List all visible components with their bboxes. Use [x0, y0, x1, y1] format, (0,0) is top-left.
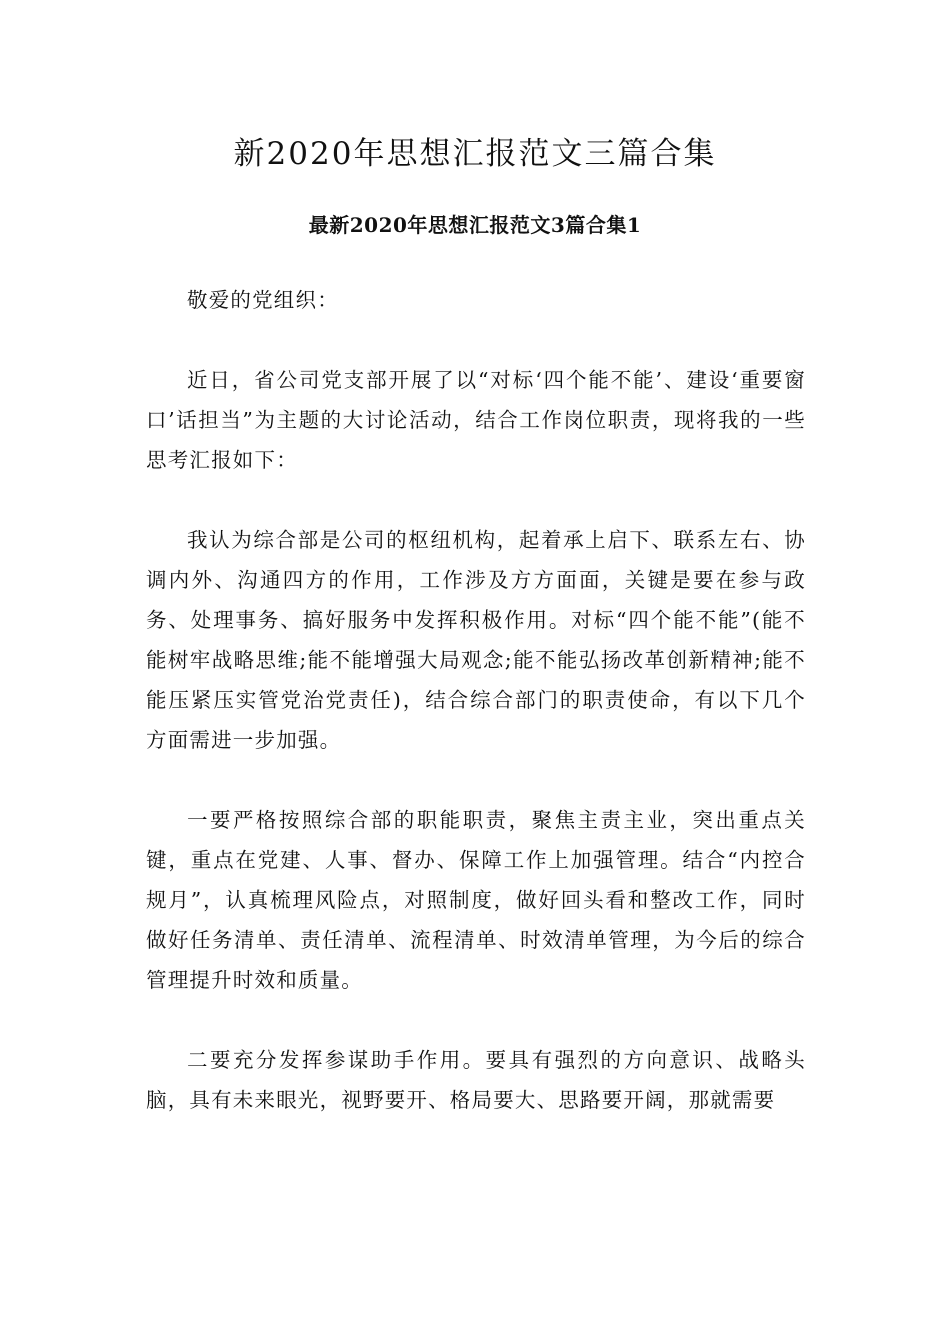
- paragraph-1: 近日，省公司党支部开展了以“对标‘四个能不能’、建设‘重要窗口’话担当”为主题的大讨论活动，结合工作岗位职责，现将我的一些思考汇报如下：: [146, 368, 806, 472]
- paragraph-2: 我认为综合部是公司的枢纽机构，起着承上启下、联系左右、协调内外、沟通四方的作用，工作涉及方方面面，关键是要在参与政务、处理事务、搞好服务中发挥积极作用。对标“四个能不能”(能不能树牢战略思维;能不能增强大局观念;能不能弘扬改革创新精神;能不能压紧压实管党治党责任)，结合综合部门的职责使命，有以下几个方面需进一步加强。: [146, 528, 806, 752]
- paragraph-4: 二要充分发挥参谋助手作用。要具有强烈的方向意识、战略头脑，具有未来眼光，视野要开、格局要大、思路要开阔，那就需要: [146, 1048, 806, 1112]
- document-subtitle: 最新2020年思想汇报范文3篇合集1: [308, 213, 642, 237]
- document-title: 新2020年思想汇报范文三篇合集: [233, 136, 717, 172]
- salutation: 敬爱的党组织：: [187, 288, 339, 312]
- paragraph-3: 一要严格按照综合部的职能职责，聚焦主责主业，突出重点关键，重点在党建、人事、督办、保障工作上加强管理。结合“内控合规月”，认真梳理风险点，对照制度，做好回头看和整改工作，同时做好任务清单、责任清单、流程清单、时效清单管理，为今后的综合管理提升时效和质量。: [146, 808, 806, 992]
- document-body: [146, 280, 806, 1160]
